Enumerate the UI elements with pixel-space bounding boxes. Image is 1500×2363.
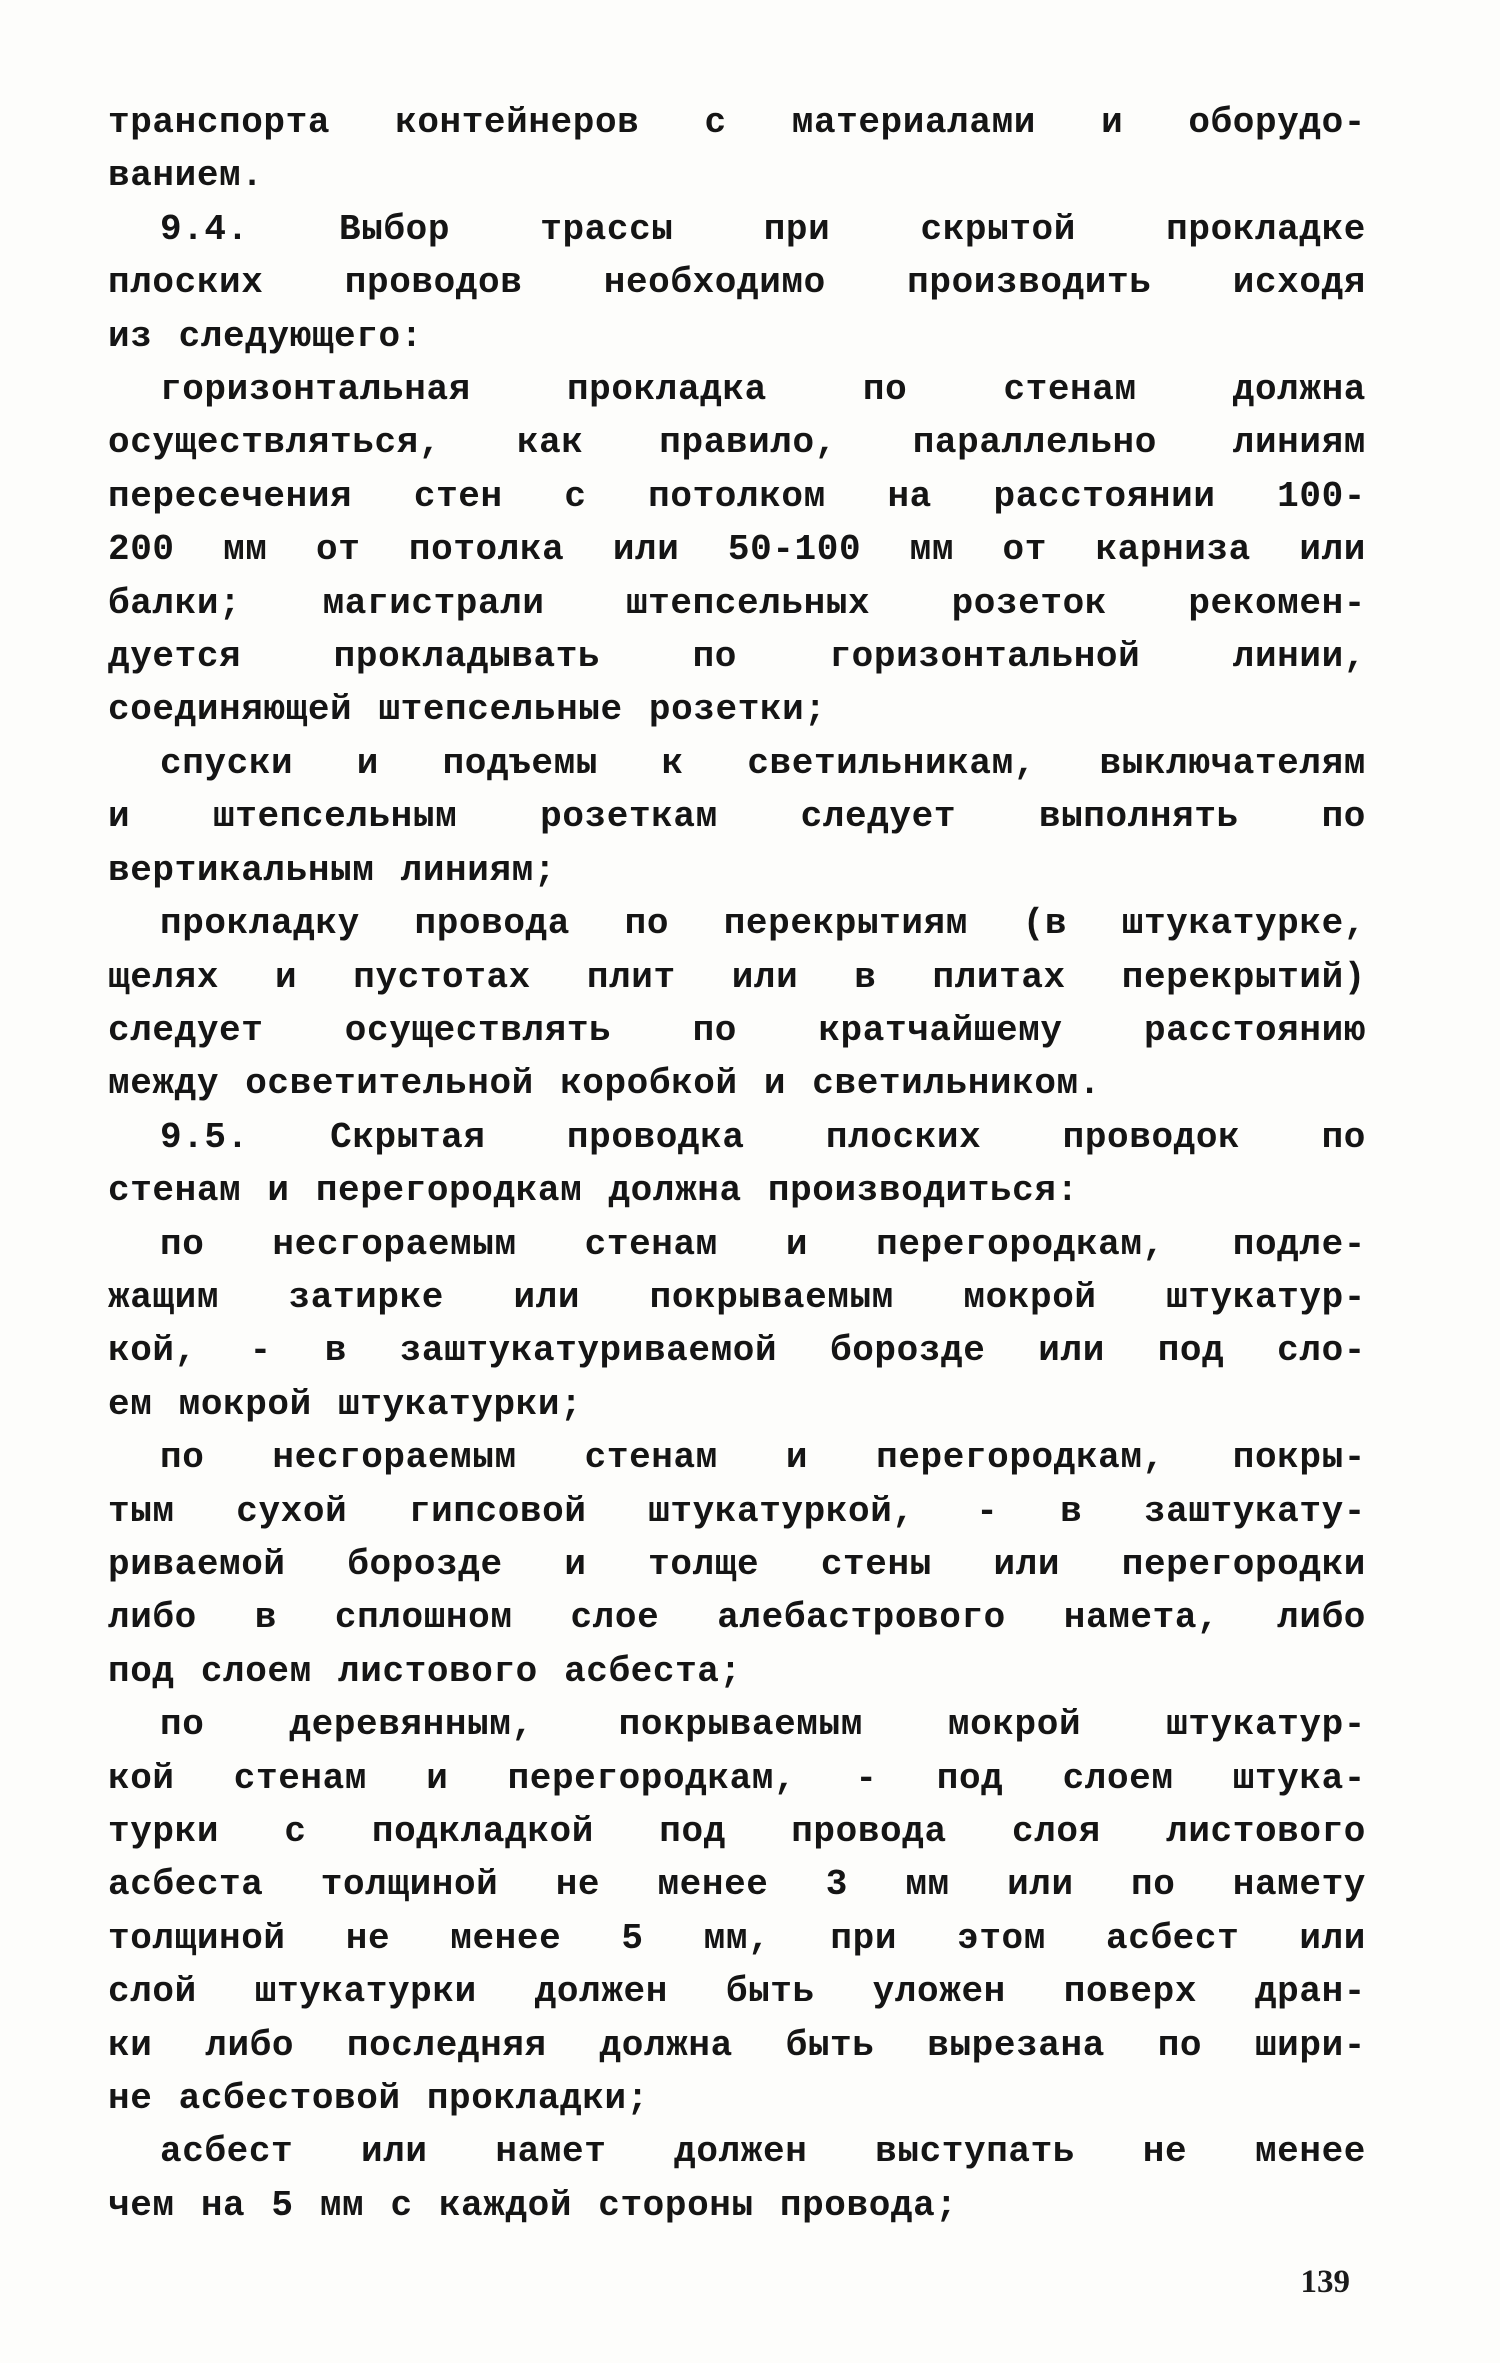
text-line: жащим затирке или покрываемым мокрой штукатур-: [108, 1276, 1366, 1318]
text-line: тым сухой гипсовой штукатуркой, - в заштукату-: [108, 1490, 1366, 1532]
text-line: слой штукатурки должен быть уложен поверх дран-: [108, 1971, 1366, 2013]
text-line: под слоем листового асбеста;: [108, 1650, 742, 1692]
text-line: соединяющей штепсельные розетки;: [108, 689, 827, 731]
text-line: турки с подкладкой под провода слоя листового: [108, 1811, 1366, 1852]
text-line: балки; магистрали штепсельных розеток рекомен-: [108, 582, 1366, 624]
text-line: спуски и подъемы к светильникам, выключателям: [160, 742, 1366, 784]
text-line: асбест или намет должен выступать не менее: [160, 2131, 1366, 2173]
page-number: 139: [1300, 2264, 1350, 2300]
text-line: между осветительной коробкой и светильником.: [108, 1063, 1101, 1105]
text-line: ем мокрой штукатурки;: [108, 1383, 583, 1425]
text-line: плоских проводов необходимо производить исходя: [108, 262, 1366, 304]
text-line: кой, - в заштукатуриваемой борозде или под сло-: [108, 1330, 1366, 1372]
text-line: асбеста толщиной не менее 3 мм или по намету: [108, 1864, 1366, 1906]
text-line: горизонтальная прокладка по стенам должна: [160, 369, 1366, 411]
text-line: либо в сплошном слое алебастрового намета, либо: [108, 1597, 1366, 1639]
text-line: из следующего:: [108, 315, 423, 357]
text-line: 200 мм от потолка или 50-100 мм от карниза или: [108, 529, 1366, 571]
text-line: по несгораемым стенам и перегородкам, подле-: [160, 1223, 1366, 1265]
text-line: 9.5. Скрытая проводка плоских проводок по: [160, 1116, 1366, 1158]
page-text: [108, 96, 1366, 2232]
text-line: ванием.: [108, 155, 264, 197]
text-line: ки либо последняя должна быть вырезана по шири-: [108, 2024, 1366, 2066]
text-line: кой стенам и перегородкам, - под слоем штука-: [108, 1757, 1366, 1799]
text-line: 9.4. Выбор трассы при скрытой прокладке: [160, 208, 1366, 250]
text-line: дуется прокладывать по горизонтальной линии,: [108, 636, 1366, 678]
text-line: толщиной не менее 5 мм, при этом асбест или: [108, 1917, 1366, 1959]
text-line: транспорта контейнеров с материалами и оборудо-: [108, 102, 1366, 143]
text-line: осуществляться, как правило, параллельно линиям: [108, 422, 1366, 464]
text-line: стенам и перегородкам должна производиться:: [108, 1170, 1079, 1212]
text-line: прокладку провода по перекрытиям (в штукатурке,: [160, 903, 1366, 945]
text-line: по несгораемым стенам и перегородкам, покры-: [160, 1437, 1366, 1479]
text-line: следует осуществлять по кратчайшему расстоянию: [108, 1009, 1366, 1051]
text-line: чем на 5 мм с каждой стороны провода;: [108, 2184, 958, 2226]
text-line: риваемой борозде и толще стены или перегородки: [108, 1543, 1366, 1585]
text-line: пересечения стен с потолком на расстоянии 100-: [108, 475, 1366, 517]
text-line: и штепсельным розеткам следует выполнять по: [108, 796, 1366, 838]
text-line: щелях и пустотах плит или в плитах перекрытий): [108, 956, 1366, 998]
text-line: не асбестовой прокладки;: [108, 2078, 649, 2120]
text-line: по деревянным, покрываемым мокрой штукатур-: [160, 1704, 1366, 1746]
text-line: вертикальным линиям;: [108, 849, 557, 891]
